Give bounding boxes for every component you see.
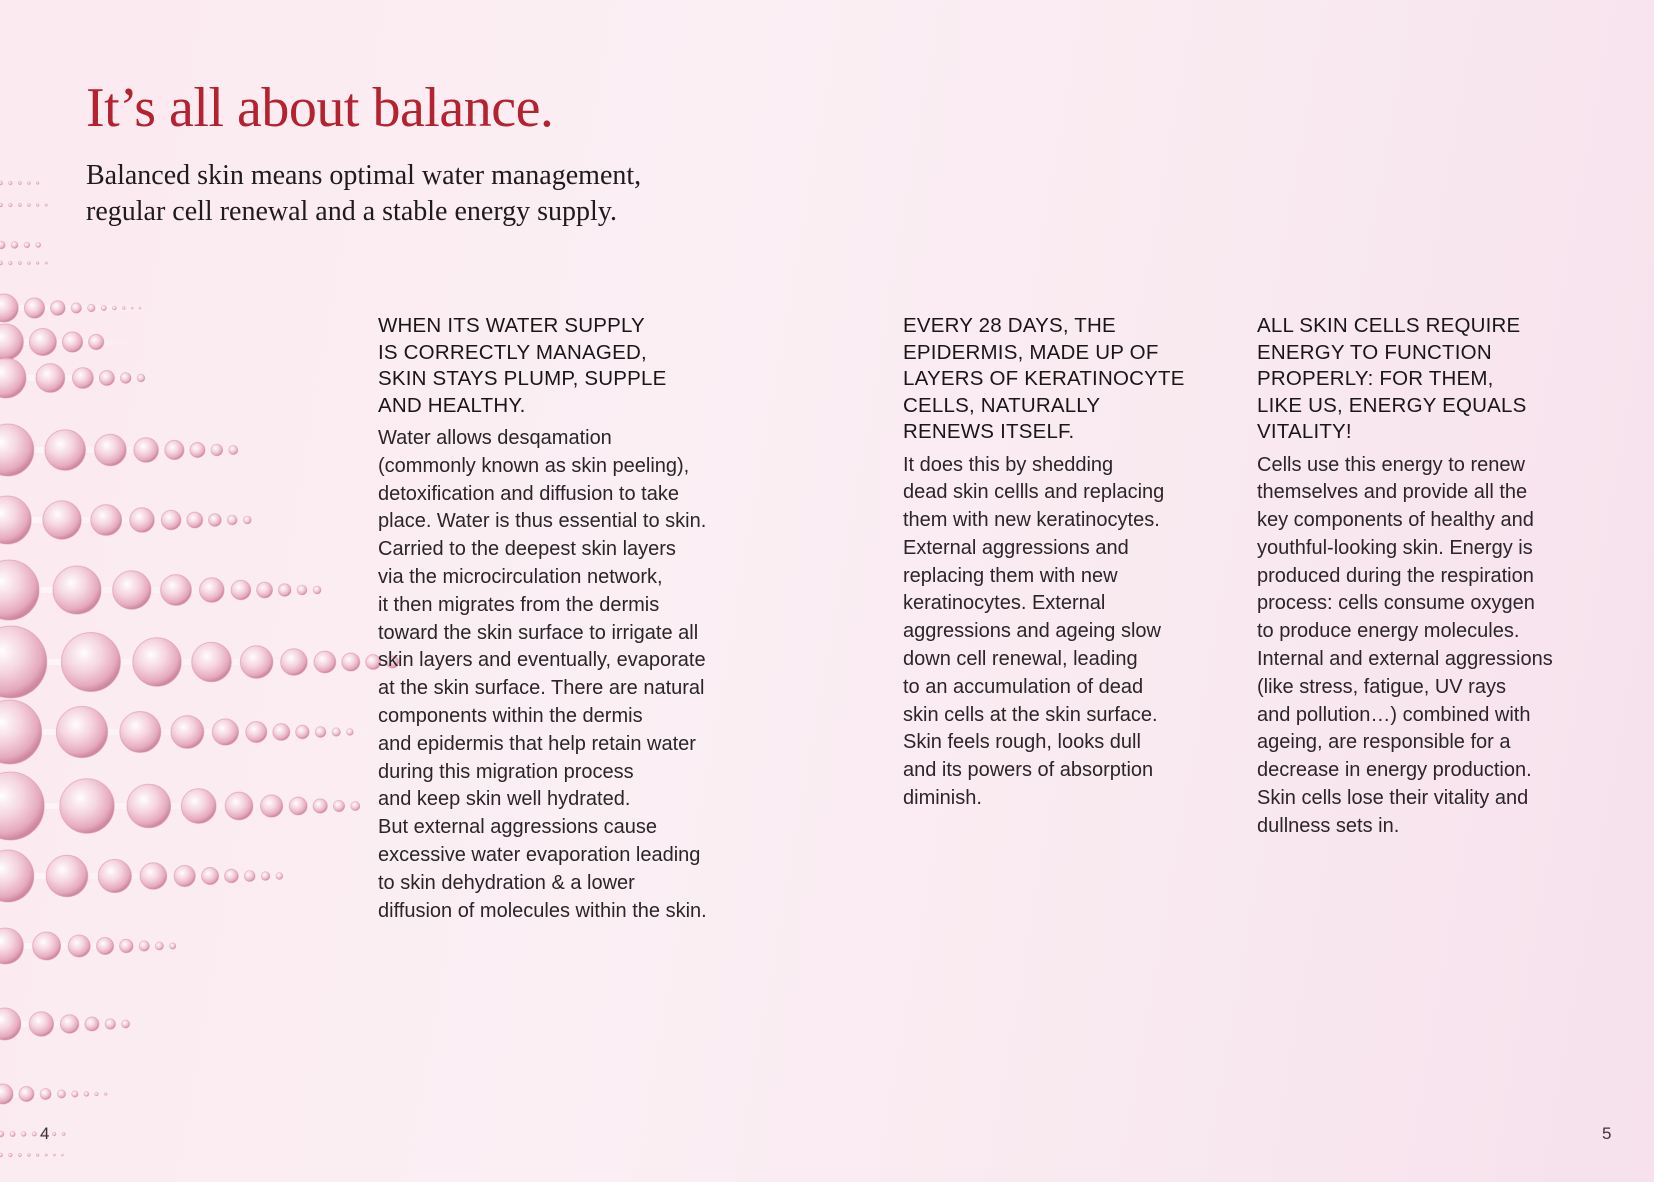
water-bubble	[315, 727, 326, 738]
water-bubble	[202, 868, 219, 885]
water-bubble	[18, 261, 21, 264]
water-bubble	[137, 374, 145, 382]
water-bubble	[18, 1153, 21, 1156]
water-bubble	[45, 1154, 47, 1156]
water-bubble	[313, 586, 321, 594]
water-bubble	[278, 584, 291, 597]
water-bubble	[347, 729, 354, 736]
water-bubble	[95, 1092, 99, 1096]
water-bubble	[0, 1084, 13, 1104]
water-bubble	[273, 724, 290, 741]
water-bubble	[71, 303, 81, 313]
water-bubble	[45, 262, 47, 264]
water-bubble	[192, 642, 232, 682]
water-bubble	[0, 928, 23, 964]
water-bubble	[261, 872, 270, 881]
water-bubble	[36, 243, 41, 248]
water-bubble	[225, 869, 239, 883]
water-bubble	[95, 434, 127, 466]
water-bubble	[0, 1131, 4, 1137]
water-bubble	[187, 512, 203, 528]
water-bubble	[10, 1131, 15, 1136]
water-bubble	[211, 444, 223, 456]
water-bubble	[212, 719, 238, 745]
water-bubble	[133, 638, 181, 686]
water-bubble	[85, 1017, 99, 1031]
water-bubble	[244, 871, 255, 882]
water-bubble	[155, 942, 163, 950]
water-bubble	[88, 304, 96, 312]
water-bubble	[84, 1092, 89, 1097]
water-bubble	[27, 262, 30, 265]
water-bubble	[89, 334, 104, 349]
water-bubble	[61, 633, 120, 692]
water-bubble	[0, 181, 3, 185]
water-bubble	[0, 700, 42, 764]
water-bubble	[257, 582, 273, 598]
water-bubble	[51, 301, 66, 316]
water-bubble	[36, 1154, 39, 1157]
water-bubble	[0, 850, 34, 902]
water-bubble	[171, 716, 204, 749]
water-bubble	[29, 329, 56, 356]
water-bubble	[296, 725, 309, 738]
water-bubble	[161, 575, 192, 606]
water-bubble	[289, 797, 307, 815]
water-bubble	[9, 181, 13, 185]
page-number-left: 4	[40, 1124, 50, 1143]
water-bubble	[120, 939, 133, 952]
water-bubble	[342, 653, 360, 671]
water-bubble	[0, 203, 3, 207]
water-bubble	[9, 1153, 13, 1157]
water-bubble	[62, 1132, 65, 1135]
water-bubble	[19, 1087, 34, 1102]
water-bubble	[36, 204, 39, 207]
water-bubble	[0, 294, 18, 322]
water-bubble	[139, 941, 149, 951]
water-bubble	[139, 307, 141, 309]
water-bubble	[40, 1088, 51, 1099]
water-bubble	[0, 324, 23, 360]
water-bubble	[122, 1020, 130, 1028]
water-bubble	[29, 1012, 53, 1036]
water-bubble	[131, 307, 133, 309]
column-body: Cells use this energy to renew themselves and provide all the key components of healthy and youthful-looking skin. Energy is produced during the respiration process: cells consume oxygen to produce energy molecules. Internal and external aggressions (like stress, fatigue, UV rays and pollution…) combined with ageing, are responsible for a decrease in energy production. Skin cells lose their vitality and dullness sets in.	[1257, 453, 1553, 837]
water-bubble	[98, 859, 131, 892]
water-bubble	[18, 181, 21, 184]
water-bubble	[0, 560, 39, 620]
page-number-right: 5	[1602, 1124, 1612, 1143]
water-bubble	[231, 580, 251, 600]
water-bubble	[112, 306, 116, 310]
water-bubble	[60, 779, 114, 833]
water-bubble	[0, 772, 44, 840]
water-bubble	[73, 368, 94, 389]
water-bubble	[225, 792, 253, 820]
water-bubble	[36, 182, 39, 185]
column-heading: ALL SKIN CELLS REQUIRE ENERGY TO FUNCTION PROPERLY: FOR THEM, LIKE US, ENERGY EQUALS VITALITY!	[1257, 314, 1527, 443]
water-bubble	[62, 332, 82, 352]
water-bubble	[0, 358, 26, 398]
water-bubble	[32, 1132, 36, 1136]
water-bubble	[0, 261, 3, 265]
water-bubble	[0, 1008, 21, 1040]
water-bubble	[174, 865, 195, 886]
column-heading: EVERY 28 DAYS, THE EPIDERMIS, MADE UP OF LAYERS OF KERATINOCYTE CELLS, NATURALLY RENEWS ITSELF.	[903, 314, 1185, 443]
water-bubble	[27, 1154, 30, 1157]
water-bubble	[246, 722, 267, 743]
water-bubble	[33, 932, 61, 960]
water-bubble	[227, 515, 237, 525]
water-bubble	[281, 649, 308, 676]
water-bubble	[24, 242, 30, 248]
water-bubble	[18, 203, 21, 206]
water-bubble	[9, 203, 13, 207]
water-bubble	[101, 305, 106, 310]
water-bubble	[52, 1132, 56, 1136]
page-title: It’s all about balance.	[86, 77, 554, 139]
water-bubble	[24, 298, 44, 318]
water-bubble	[0, 424, 34, 476]
water-bubble	[57, 1090, 65, 1098]
water-bubble	[56, 706, 107, 757]
water-bubble	[0, 626, 47, 698]
water-bubble	[53, 566, 101, 614]
water-bubble	[332, 728, 341, 737]
water-bubble	[200, 578, 225, 603]
water-bubble	[21, 1132, 26, 1137]
water-bubble	[113, 571, 151, 609]
water-bubble	[91, 505, 122, 536]
water-bubble	[140, 863, 167, 890]
water-bubble	[181, 789, 216, 824]
water-bubble	[53, 1154, 55, 1156]
water-bubble	[314, 651, 336, 673]
water-bubble	[351, 801, 360, 810]
water-bubble	[120, 712, 161, 753]
water-bubble	[9, 261, 13, 265]
water-bubble	[170, 943, 176, 949]
water-bubble	[122, 307, 125, 310]
water-bubble	[127, 784, 171, 828]
water-bubble	[165, 440, 184, 459]
water-bubble	[243, 516, 251, 524]
page-subtitle: Balanced skin means optimal water management, regular cell renewal and a stable energy supply.	[86, 160, 642, 227]
column-body: It does this by shedding dead skin cellls and replacing them with new keratinocytes. External aggressions and replacing them with new keratinocytes. External aggressions and ageing slow down cell renewal, leading to an accumulation of dead skin cells at the skin surface. Skin feels rough, looks dull and its powers of absorption diminish.	[903, 453, 1165, 810]
water-bubble	[105, 1019, 116, 1030]
column-cell-renewal	[903, 313, 1233, 813]
water-bubble	[104, 1093, 107, 1096]
water-bubble	[240, 646, 273, 679]
water-bubble	[0, 496, 31, 544]
water-bubble	[261, 795, 283, 817]
water-bubble	[333, 800, 344, 811]
water-bubble	[161, 510, 181, 530]
water-bubble	[134, 438, 159, 463]
water-bubble	[27, 204, 30, 207]
water-bubble	[61, 1154, 63, 1156]
water-bubble	[68, 935, 90, 957]
water-bubble	[297, 585, 307, 595]
water-bubble	[190, 443, 205, 458]
column-water-supply	[378, 313, 778, 925]
water-bubble	[276, 873, 283, 880]
water-bubble	[313, 799, 327, 813]
water-bubble	[229, 445, 238, 454]
column-energy-supply	[1257, 313, 1627, 841]
water-bubble	[130, 508, 155, 533]
water-bubble	[60, 1015, 78, 1033]
water-bubble	[46, 855, 88, 897]
water-bubble	[99, 371, 114, 386]
water-bubble	[45, 430, 86, 471]
water-bubble	[120, 373, 131, 384]
water-bubble	[0, 1153, 3, 1157]
water-bubble	[97, 938, 114, 955]
water-bubble	[45, 204, 47, 206]
column-body: Water allows desqamation (commonly known as skin peeling), detoxification and diffusion to take place. Water is thus essential to skin. Carried to the deepest skin layers via the microcirculation network, it then migrates from the dermis toward the skin surface to irrigate all skin layers and eventually, evaporate at the skin surface. There are natural components within the dermis and epidermis that help retain water during this migration process and keep skin well hydrated. But external aggressions cause excessive water evaporation leading to skin dehydration & a lower diffusion of molecules within the skin.	[378, 427, 707, 922]
water-bubble	[36, 262, 39, 265]
water-bubble	[11, 242, 18, 249]
water-bubble	[209, 514, 222, 527]
water-bubble	[27, 182, 30, 185]
water-bubble	[72, 1091, 78, 1097]
water-bubble	[0, 241, 5, 249]
water-bubble	[43, 501, 81, 539]
column-heading: WHEN ITS WATER SUPPLY IS CORRECTLY MANAGED, SKIN STAYS PLUMP, SUPPLE AND HEALTHY.	[378, 314, 667, 417]
water-bubble	[36, 364, 65, 393]
